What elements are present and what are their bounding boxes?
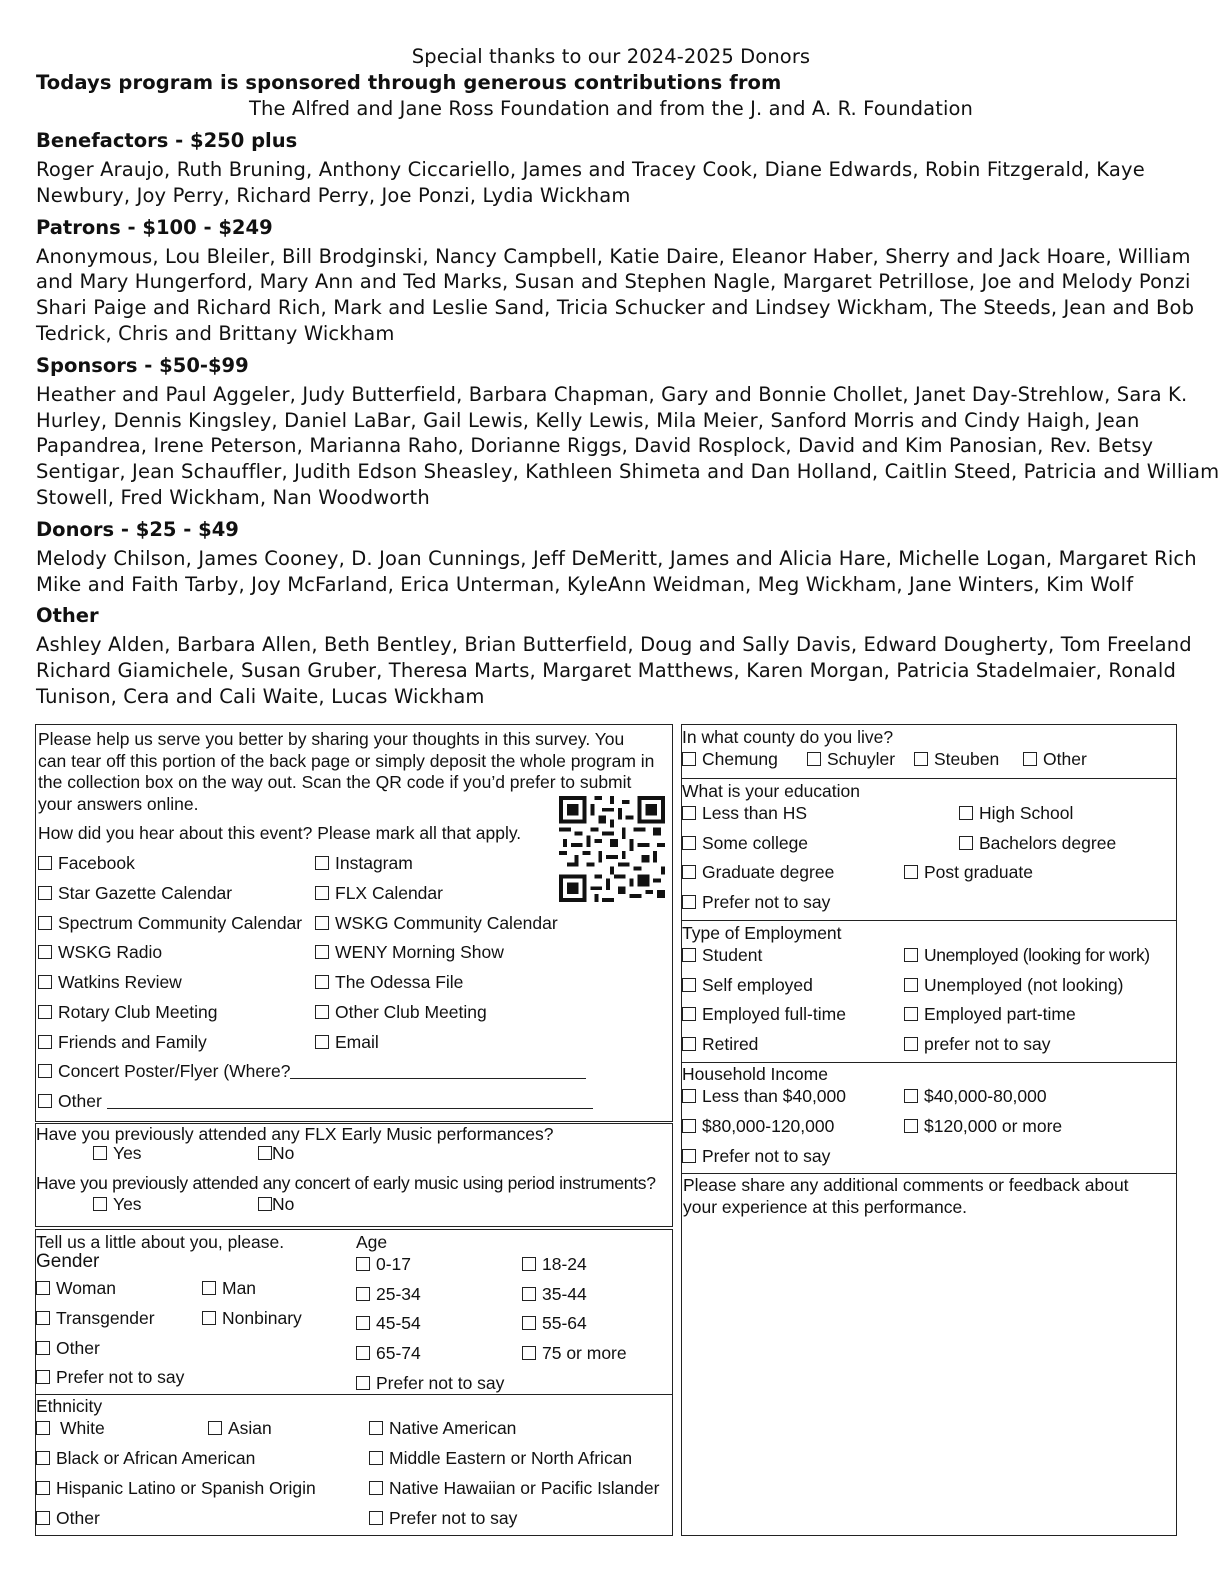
sponsors-heading: Sponsors - $50-$99 — [36, 353, 249, 377]
intro-line: can tear off this portion of the back page or simply deposit the whole program in — [38, 750, 655, 771]
age-title: Age — [356, 1232, 388, 1252]
foundations-line: The Alfred and Jane Ross Foundation and from the J. and A. R. Foundation — [249, 97, 973, 120]
age-35-44[interactable]: 35-44 — [522, 1284, 587, 1304]
checkbox[interactable] — [682, 752, 696, 766]
donor-list — [36, 44, 1220, 710]
checkbox[interactable] — [356, 1287, 370, 1301]
name-line: Stowell, Fred Wickham, Nan Woodworth — [36, 485, 430, 509]
checkbox[interactable] — [682, 1007, 696, 1021]
county-other[interactable]: Other — [1023, 749, 1087, 769]
sponsors-names — [36, 382, 1220, 511]
checkbox[interactable] — [369, 1511, 383, 1525]
patrons-names — [36, 244, 1195, 347]
checkbox[interactable] — [38, 1035, 52, 1049]
hear-other[interactable]: Other — [38, 1091, 593, 1111]
hear-wskg-calendar[interactable]: WSKG Community Calendar — [315, 913, 558, 933]
other-source-field[interactable] — [107, 1092, 593, 1109]
name-line: Roger Araujo, Ruth Bruning, Anthony Ciccariello, James and Tracey Cook, Diane Edwards, Robin Fitzgerald, Kaye — [36, 158, 1145, 181]
intro-line: Please help us serve you better by sharing your thoughts in this survey. You — [38, 729, 625, 749]
checkbox[interactable] — [959, 836, 973, 850]
name-line: Tunison, Cera and Cali Waite, Lucas Wickham — [36, 684, 485, 708]
donors-names — [36, 546, 1197, 598]
ethnicity-black[interactable]: Black or African American — [36, 1448, 255, 1468]
ethnicity-title: Ethnicity — [36, 1396, 103, 1416]
name-line: Richard Giamichele, Susan Gruber, Theresa Marts, Margaret Matthews, Karen Morgan, Patricia Stadelmaier, Ronald — [36, 659, 1176, 683]
name-line: Papandrea, Irene Peterson, Marianna Raho, Dorianne Riggs, David Rosplock, David and Kim Panosian, Rev. Betsy — [36, 434, 1154, 458]
employment-part-time[interactable]: Employed part-time — [904, 1004, 1076, 1024]
checkbox[interactable] — [38, 945, 52, 959]
checkbox[interactable] — [904, 1007, 918, 1021]
hear-flx-calendar[interactable]: FLX Calendar — [315, 883, 443, 903]
gender-title: Gender — [36, 1251, 100, 1272]
hear-facebook[interactable]: Facebook — [38, 853, 135, 873]
checkbox[interactable] — [356, 1257, 370, 1271]
employment-full-time[interactable]: Employed full-time — [682, 1004, 846, 1024]
employment-retired[interactable]: Retired — [682, 1034, 758, 1054]
checkbox[interactable] — [38, 1064, 52, 1078]
gender-man[interactable]: Man — [202, 1278, 256, 1298]
checkbox[interactable] — [682, 1149, 696, 1163]
checkbox[interactable] — [315, 1035, 329, 1049]
donors-thanks-heading: Special thanks to our 2024-2025 Donors — [411, 45, 811, 68]
checkbox[interactable] — [93, 1146, 107, 1160]
checkbox[interactable] — [1023, 752, 1037, 766]
name-line: and Mary Hungerford, Mary Ann and Ted Marks, Susan and Stephen Nagle, Margaret Petrillose, Joe and Melody Ponzi — [36, 270, 1191, 294]
gender-prefer-not[interactable]: Prefer not to say — [36, 1367, 184, 1387]
attended-question-1: Have you previously attended any FLX Early Music performances? — [36, 1124, 554, 1144]
checkbox[interactable] — [914, 752, 928, 766]
age-75-plus[interactable]: 75 or more — [522, 1343, 627, 1363]
county-title: In what county do you live? — [682, 727, 894, 747]
education-post-graduate[interactable]: Post graduate — [904, 862, 1033, 882]
age-18-24[interactable]: 18-24 — [522, 1254, 587, 1274]
checkbox[interactable] — [356, 1346, 370, 1360]
ethnicity-pacific-islander[interactable]: Native Hawaiian or Pacific Islander — [369, 1478, 659, 1498]
checkbox[interactable] — [682, 806, 696, 820]
other-heading: Other — [36, 604, 99, 628]
gender-woman[interactable]: Woman — [36, 1278, 116, 1298]
name-line: Sentigar, Jean Schauffler, Judith Edson Sheasley, Kathleen Shimeta and Dan Holland, Caitlin Steed, Patricia and William — [36, 460, 1220, 484]
intro-line: your answers online. — [38, 793, 199, 814]
checkbox[interactable] — [258, 1197, 272, 1211]
employment-title: Type of Employment — [682, 923, 842, 943]
poster-where-field[interactable] — [290, 1062, 586, 1079]
checkbox[interactable] — [682, 836, 696, 850]
checkbox[interactable] — [682, 978, 696, 992]
hear-friends-family[interactable]: Friends and Family — [38, 1032, 207, 1052]
other-names — [36, 632, 1192, 709]
attended-1-yes[interactable]: Yes — [93, 1143, 142, 1163]
name-line: Mike and Faith Tarby, Joy McFarland, Erica Unterman, KyleAnn Weidman, Meg Wickham, Jane Winters, Kim Wolf — [36, 572, 1134, 596]
checkbox[interactable] — [36, 1511, 50, 1525]
education-bachelors[interactable]: Bachelors degree — [959, 833, 1116, 853]
checkbox[interactable] — [315, 916, 329, 930]
education-less-than-hs[interactable]: Less than HS — [682, 803, 807, 823]
ethnicity-other[interactable]: Other — [36, 1508, 100, 1528]
hear-rotary[interactable]: Rotary Club Meeting — [38, 1002, 218, 1022]
checkbox[interactable] — [682, 1119, 696, 1133]
hear-weny[interactable]: WENY Morning Show — [315, 942, 504, 962]
checkbox[interactable] — [959, 806, 973, 820]
income-80k-120k[interactable]: $80,000-120,000 — [682, 1116, 834, 1136]
income-prefer-not[interactable]: Prefer not to say — [682, 1146, 830, 1166]
ethnicity-asian[interactable]: Asian — [208, 1418, 272, 1438]
checkbox[interactable] — [682, 895, 696, 909]
checkbox[interactable] — [38, 886, 52, 900]
qr-code-icon[interactable] — [558, 796, 666, 902]
checkbox[interactable] — [807, 752, 821, 766]
checkbox[interactable] — [522, 1346, 536, 1360]
county-steuben[interactable]: Steuben — [914, 749, 999, 769]
name-line: Melody Chilson, James Cooney, D. Joan Cunnings, Jeff DeMeritt, James and Alicia Hare, Michelle Logan, Margaret Rich — [36, 546, 1197, 570]
gender-transgender[interactable]: Transgender — [36, 1308, 155, 1328]
checkbox[interactable] — [38, 916, 52, 930]
benefactors-names — [36, 157, 1186, 209]
comments-line: your experience at this performance. — [683, 1196, 968, 1217]
hear-other-club[interactable]: Other Club Meeting — [315, 1002, 487, 1022]
hear-spectrum[interactable]: Spectrum Community Calendar — [38, 913, 302, 933]
checkbox[interactable] — [38, 1094, 52, 1108]
comments-line: Please share any additional comments or feedback about — [683, 1175, 1129, 1195]
education-graduate[interactable]: Graduate degree — [682, 862, 834, 882]
checkbox[interactable] — [682, 948, 696, 962]
hear-instagram[interactable]: Instagram — [315, 853, 413, 873]
checkbox[interactable] — [904, 978, 918, 992]
checkbox[interactable] — [904, 865, 918, 879]
checkbox[interactable] — [36, 1421, 50, 1435]
hear-question: How did you hear about this event? Please mark all that apply. — [38, 823, 522, 843]
hear-star-gazette[interactable]: Star Gazette Calendar — [38, 883, 232, 903]
comments-box[interactable] — [681, 1173, 1177, 1536]
attended-1-no[interactable]: No — [258, 1143, 294, 1163]
income-title: Household Income — [682, 1064, 828, 1084]
county-schuyler[interactable]: Schuyler — [807, 749, 895, 769]
name-line: Anonymous, Lou Bleiler, Bill Brodginski, Nancy Campbell, Katie Daire, Eleanor Haber, Sherry and Jack Hoare, William — [36, 244, 1191, 268]
income-120k-plus[interactable]: $120,000 or more — [904, 1116, 1062, 1136]
ethnicity-prefer-not[interactable]: Prefer not to say — [369, 1508, 517, 1528]
checkbox[interactable] — [904, 948, 918, 962]
hear-email[interactable]: Email — [315, 1032, 379, 1052]
attended-question-2: Have you previously attended any concert of early music using period instruments? — [36, 1173, 656, 1193]
checkbox[interactable] — [904, 1119, 918, 1133]
hear-odessa-file[interactable]: The Odessa File — [315, 972, 463, 992]
age-65-74[interactable]: 65-74 — [356, 1343, 421, 1363]
hear-watkins-review[interactable]: Watkins Review — [38, 972, 182, 992]
intro-line: the collection box on the way out. Scan the QR code if you’d prefer to submit — [38, 772, 632, 792]
comments-prompt — [683, 1175, 1129, 1218]
employment-unemployed-looking[interactable]: Unemployed (looking for work) — [904, 945, 1150, 965]
education-some-college[interactable]: Some college — [682, 833, 808, 853]
checkbox[interactable] — [36, 1370, 50, 1384]
checkbox[interactable] — [369, 1451, 383, 1465]
patrons-heading: Patrons - $100 - $249 — [36, 215, 273, 239]
checkbox[interactable] — [315, 856, 329, 870]
name-line: Shari Paige and Richard Rich, Mark and Leslie Sand, Tricia Schucker and Lindsey Wickham, The Steeds, Jean and Bob — [36, 296, 1195, 320]
checkbox[interactable] — [682, 1089, 696, 1103]
gender-nonbinary[interactable]: Nonbinary — [202, 1308, 302, 1328]
checkbox[interactable] — [36, 1481, 50, 1495]
checkbox[interactable] — [38, 975, 52, 989]
age-45-54[interactable]: 45-54 — [356, 1313, 421, 1333]
checkbox[interactable] — [369, 1421, 383, 1435]
ethnicity-white[interactable]: White — [36, 1418, 105, 1438]
name-line: Tedrick, Chris and Brittany Wickham — [36, 321, 395, 345]
education-high-school[interactable]: High School — [959, 803, 1073, 823]
name-line: Newbury, Joy Perry, Richard Perry, Joe Ponzi, Lydia Wickham — [36, 183, 631, 207]
checkbox[interactable] — [904, 1037, 918, 1051]
age-25-34[interactable]: 25-34 — [356, 1284, 421, 1304]
checkbox[interactable] — [315, 975, 329, 989]
checkbox[interactable] — [522, 1316, 536, 1330]
checkbox[interactable] — [522, 1257, 536, 1271]
employment-student[interactable]: Student — [682, 945, 762, 965]
age-55-64[interactable]: 55-64 — [522, 1313, 587, 1333]
employment-unemployed-not-looking[interactable]: Unemployed (not looking) — [904, 975, 1123, 995]
about-title: Tell us a little about you, please. — [36, 1232, 285, 1252]
attended-2-yes[interactable]: Yes — [93, 1194, 142, 1214]
hear-poster[interactable]: Concert Poster/Flyer (Where? — [38, 1061, 586, 1081]
employment-self-employed[interactable]: Self employed — [682, 975, 813, 995]
employment-prefer-not[interactable]: prefer not to say — [904, 1034, 1050, 1054]
checkbox[interactable] — [93, 1197, 107, 1211]
checkbox[interactable] — [315, 886, 329, 900]
name-line: Ashley Alden, Barbara Allen, Beth Bentley, Brian Butterfield, Doug and Sally Davis, Edward Dougherty, Tom Freeland — [36, 633, 1192, 657]
checkbox[interactable] — [36, 1451, 50, 1465]
checkbox[interactable] — [522, 1287, 536, 1301]
checkbox[interactable] — [36, 1311, 50, 1325]
checkbox[interactable] — [202, 1311, 216, 1325]
donors-heading: Donors - $25 - $49 — [36, 517, 239, 541]
checkbox[interactable] — [38, 1005, 52, 1019]
checkbox[interactable] — [202, 1281, 216, 1295]
checkbox[interactable] — [682, 865, 696, 879]
checkbox[interactable] — [356, 1316, 370, 1330]
name-line: Heather and Paul Aggeler, Judy Butterfield, Barbara Chapman, Gary and Bonnie Chollet, Janet Day-Strehlow, Sara K. — [36, 382, 1188, 406]
name-line: Hurley, Dennis Kingsley, Daniel LaBar, Gail Lewis, Kelly Lewis, Mila Meier, Sanford Morris and Cindy Haigh, Jean — [36, 408, 1140, 432]
income-40k-80k[interactable]: $40,000-80,000 — [904, 1086, 1047, 1106]
checkbox[interactable] — [36, 1281, 50, 1295]
checkbox[interactable] — [904, 1089, 918, 1103]
checkbox[interactable] — [356, 1376, 370, 1390]
checkbox[interactable] — [36, 1341, 50, 1355]
education-title: What is your education — [682, 781, 861, 801]
ethnicity-mena[interactable]: Middle Eastern or North African — [369, 1448, 632, 1468]
checkbox[interactable] — [315, 945, 329, 959]
income-under-40k[interactable]: Less than $40,000 — [682, 1086, 846, 1106]
gender-other[interactable]: Other — [36, 1338, 100, 1358]
attended-2-no[interactable]: No — [258, 1194, 294, 1214]
benefactors-heading: Benefactors - $250 plus — [36, 129, 298, 152]
education-prefer-not[interactable]: Prefer not to say — [682, 892, 830, 912]
hear-wskg-radio[interactable]: WSKG Radio — [38, 942, 162, 962]
age-0-17[interactable]: 0-17 — [356, 1254, 411, 1274]
checkbox[interactable] — [315, 1005, 329, 1019]
checkbox[interactable] — [258, 1146, 272, 1160]
checkbox[interactable] — [208, 1421, 222, 1435]
checkbox[interactable] — [38, 856, 52, 870]
ethnicity-hispanic[interactable]: Hispanic Latino or Spanish Origin — [36, 1478, 316, 1498]
ethnicity-native-american[interactable]: Native American — [369, 1418, 516, 1438]
county-chemung[interactable]: Chemung — [682, 749, 778, 769]
checkbox[interactable] — [369, 1481, 383, 1495]
sponsor-line: Todays program is sponsored through generous contributions from — [36, 71, 782, 94]
checkbox[interactable] — [682, 1037, 696, 1051]
age-prefer-not[interactable]: Prefer not to say — [356, 1373, 504, 1393]
